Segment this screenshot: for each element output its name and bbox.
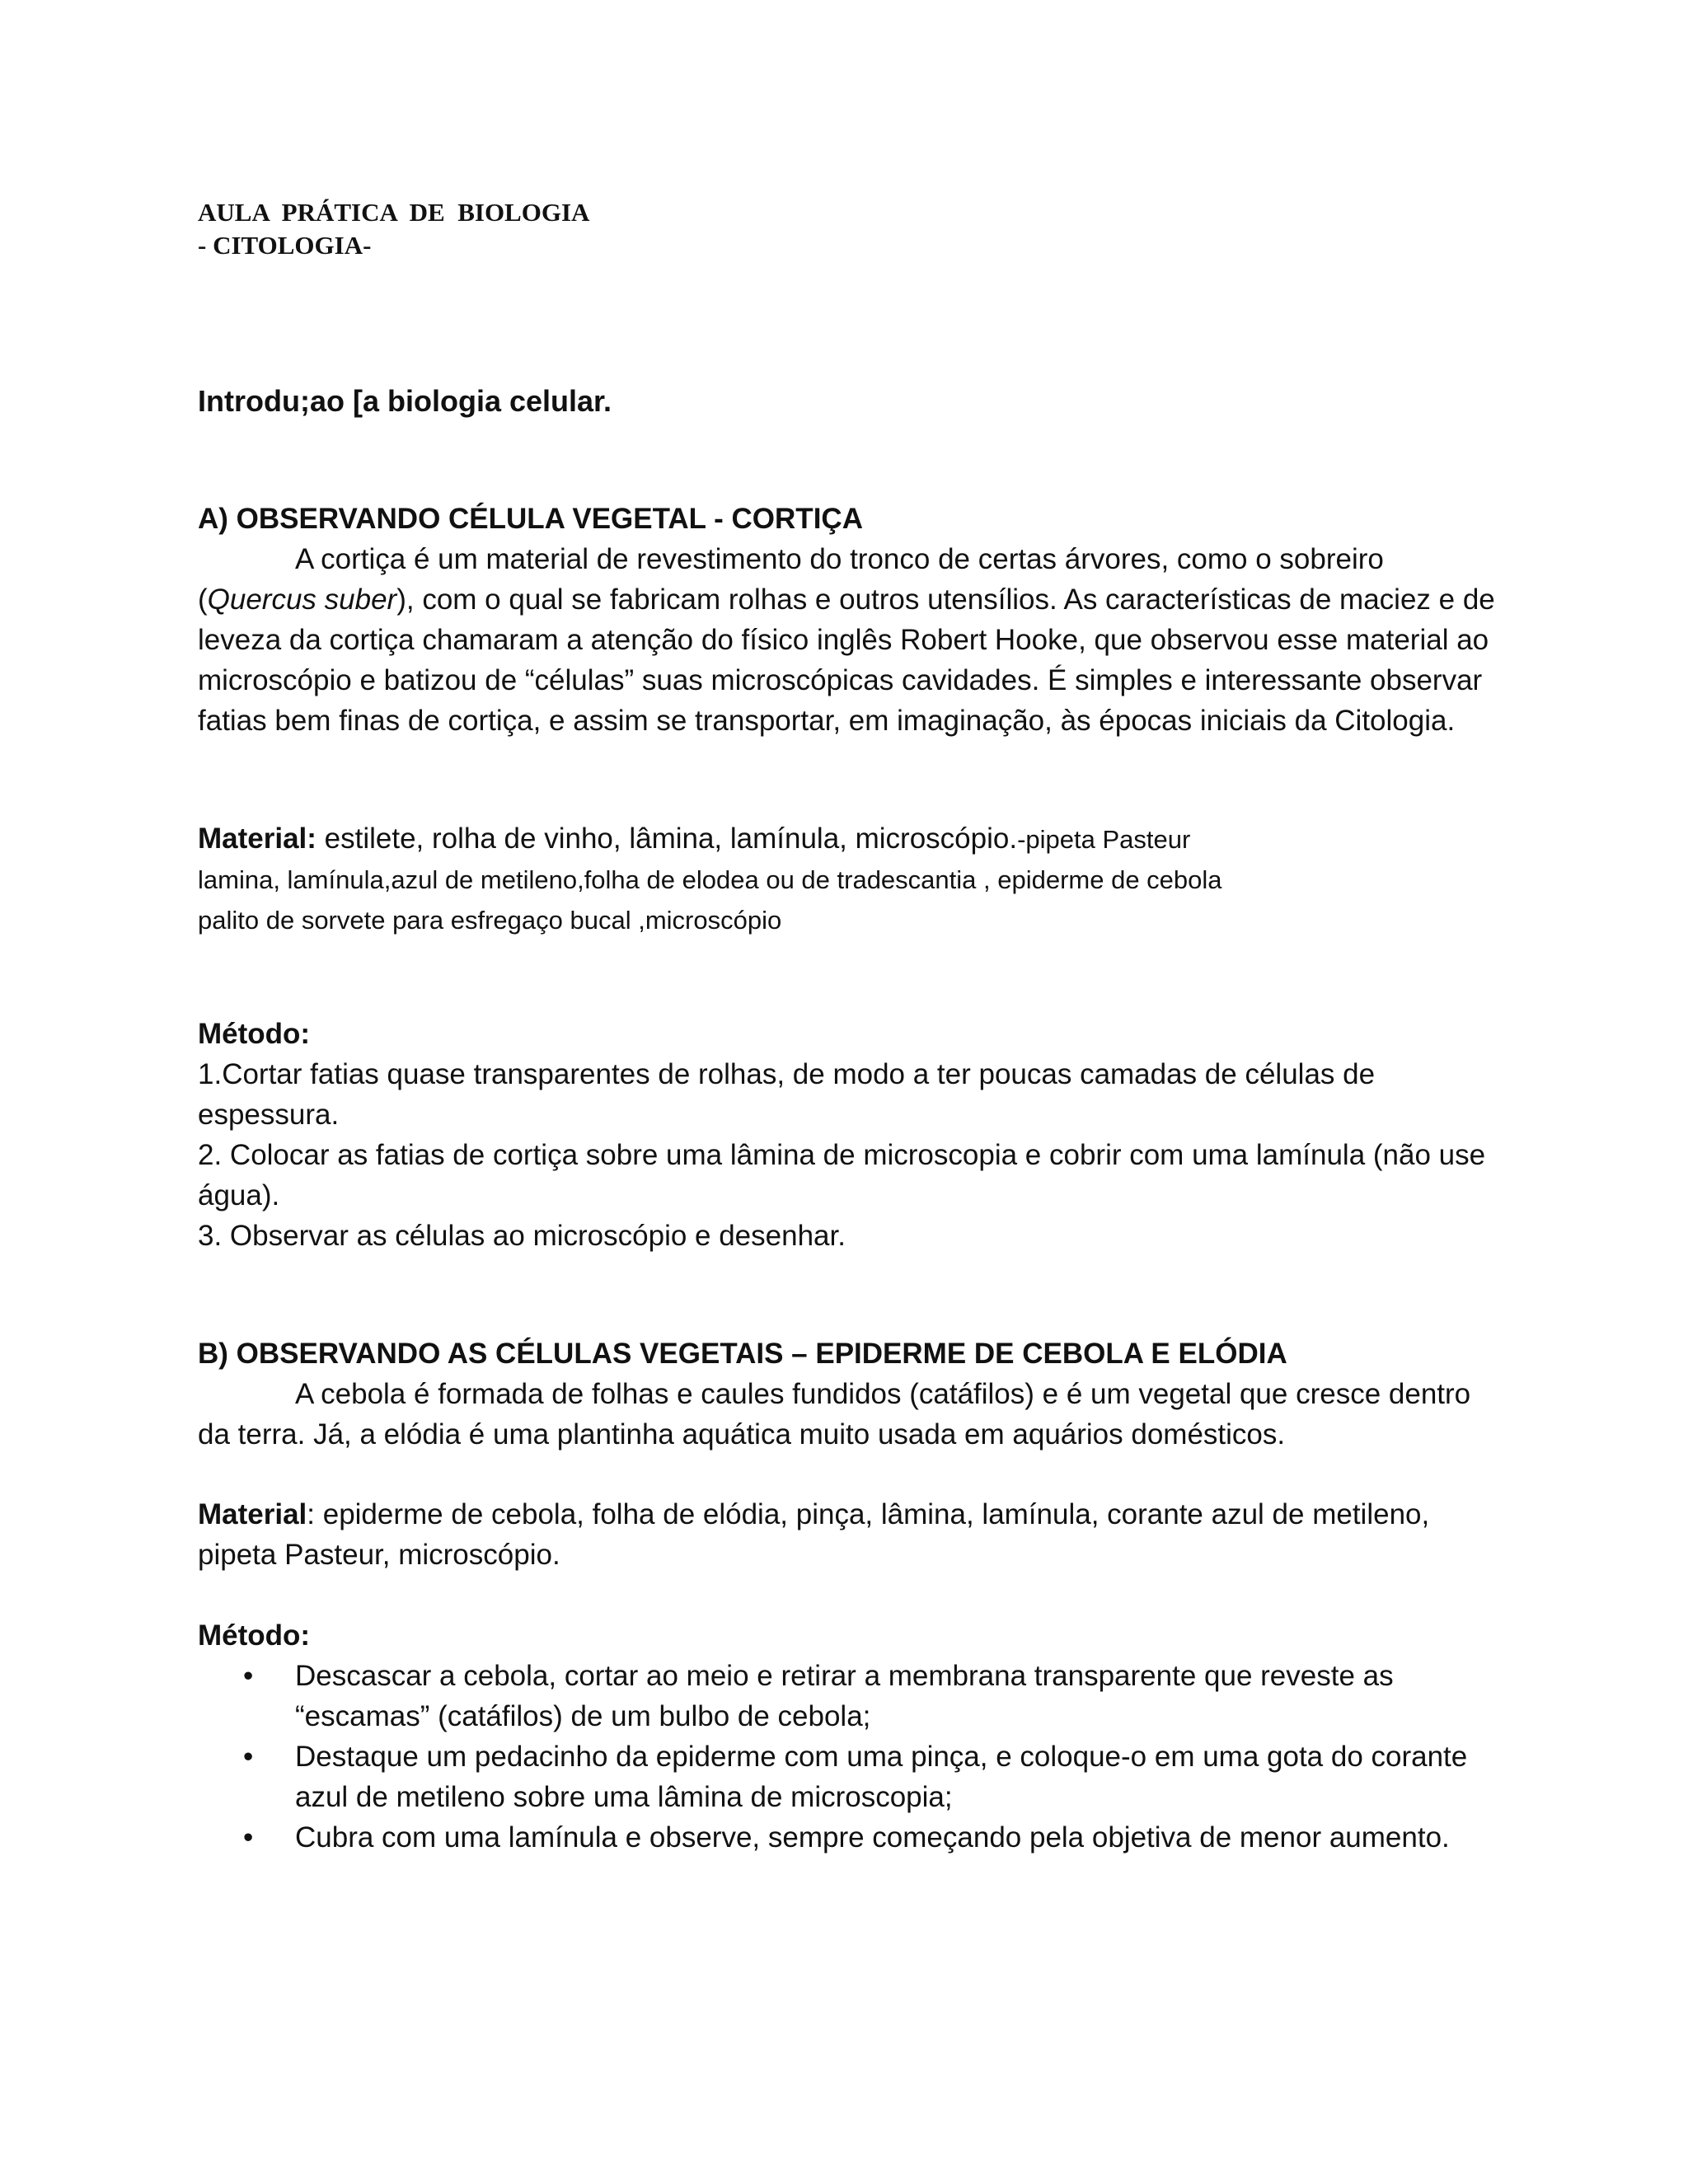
section-a-material-line	[198, 818, 1500, 860]
list-item	[198, 1817, 1500, 1858]
bullet-icon: •	[243, 1741, 254, 1773]
material-extra-1: -pipeta Pasteur	[1017, 825, 1191, 854]
section-a-title: A) OBSERVANDO CÉLULA VEGETAL - CORTIÇA	[198, 503, 863, 535]
section-a-material	[198, 818, 1500, 940]
section-b-title: B) OBSERVANDO AS CÉLULAS VEGETAIS – EPIDERME DE CEBOLA E ELÓDIA	[198, 1338, 1287, 1370]
section-a-method-label: Método:	[198, 1018, 311, 1050]
material-extra-2: lamina, lamínula,azul de metileno,folha de elodea ou de tradescantia , epiderme de cebola	[198, 865, 1222, 894]
section-b-material	[198, 1494, 1500, 1575]
material-label-b: Material	[198, 1498, 307, 1530]
material-label: Material:	[198, 823, 316, 855]
document-header	[198, 196, 1500, 262]
material-text: estilete, rolha de vinho, lâmina, lamínula, microscópio.	[316, 823, 1018, 855]
intro-block	[198, 381, 1500, 422]
material-extra-3: palito de sorvete para esfregaço bucal ,microscópio	[198, 906, 782, 935]
section-b-method	[198, 1615, 1500, 1858]
section-a-method	[198, 1014, 1500, 1256]
section-a-paragraph	[198, 539, 1500, 741]
list-item	[198, 1656, 1500, 1736]
section-b-method-label: Método:	[198, 1619, 311, 1652]
header-title: AULA PRÁTICA DE BIOLOGIA	[198, 198, 590, 227]
section-b	[198, 1333, 1500, 1455]
intro-heading: Introdu;ao [a biologia celular.	[198, 384, 612, 418]
header-subtitle: - CITOLOGIA-	[198, 231, 372, 260]
bullet-text: Cubra com uma lamínula e observe, sempre começando pela objetiva de menor aumento.	[295, 1821, 1450, 1854]
section-a	[198, 499, 1500, 741]
bullet-icon: •	[243, 1821, 254, 1854]
list-item	[198, 1736, 1500, 1817]
bullet-text: Descascar a cebola, cortar ao meio e retirar a membrana transparente que reveste as “escamas” (catáfilos) de um bulbo de cebola;	[295, 1660, 1394, 1732]
method-step-1: 1.Cortar fatias quase transparentes de rolhas, de modo a ter poucas camadas de células de espessura.	[198, 1058, 1376, 1131]
bullet-icon: •	[243, 1660, 254, 1692]
bullet-text: Destaque um pedacinho da epiderme com uma pinça, e coloque-o em uma gota do corante azul de metileno sobre uma lâmina de microscopia;	[295, 1741, 1468, 1813]
section-b-paragraph: A cebola é formada de folhas e caules fundidos (catáfilos) e é um vegetal que cresce dentro da terra. Já, a elódia é uma plantinha aquática muito usada em aquários domésticos.	[198, 1378, 1471, 1451]
material-text-b: : epiderme de cebola, folha de elódia, pinça, lâmina, lamínula, corante azul de metileno, pipeta Pasteur, microscópio.	[198, 1498, 1430, 1571]
species-name: Quercus suber	[207, 583, 397, 616]
method-step-2: 2. Colocar as fatias de cortiça sobre uma lâmina de microscopia e cobrir com uma lamínula (não use água).	[198, 1139, 1486, 1212]
section-a-paragraph-start: A cortiça é um material de revestimento do tronco de certas árvores, como o sobreiro (	[198, 543, 1384, 616]
method-bullet-list	[198, 1656, 1500, 1858]
section-b-material-line	[198, 1494, 1500, 1575]
method-step-3: 3. Observar as células ao microscópio e desenhar.	[198, 1220, 846, 1252]
section-a-paragraph-end: ), com o qual se fabricam rolhas e outros utensílios. As características de maciez e de leveza da cortiça chamaram a atenção do físico inglês Robert Hooke, que observou esse material ao microscópio e batizou de “células” suas microscópicas cavidades. É simples e interessante observar fatias bem finas de cortiça, e assim se transportar, em imaginação, às épocas iniciais da Citologia.	[198, 583, 1495, 737]
